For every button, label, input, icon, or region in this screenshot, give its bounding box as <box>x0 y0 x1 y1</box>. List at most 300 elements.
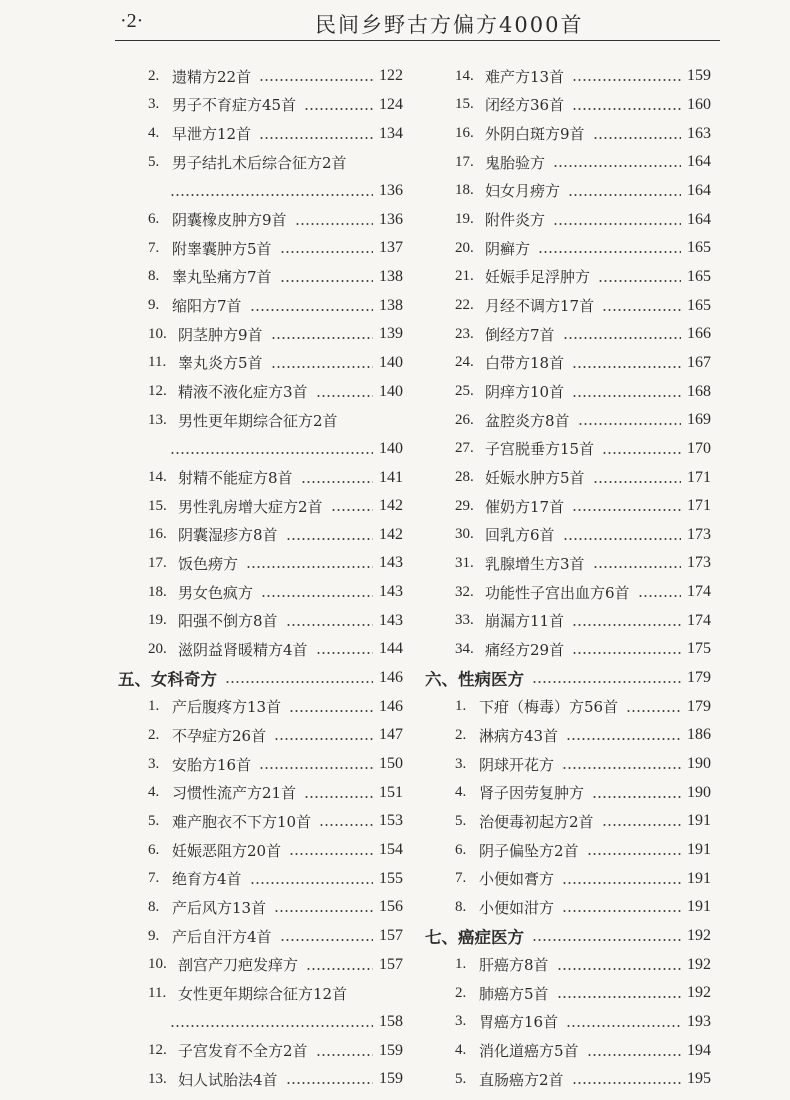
entry-title: 饭色痨方 <box>178 554 239 573</box>
dot-leader <box>602 452 681 454</box>
entry-page: 159 <box>379 1041 403 1059</box>
entry-number: 11. <box>148 984 167 1001</box>
entry-number: 22. <box>455 297 474 314</box>
entry-page: 144 <box>379 640 403 658</box>
entry-page: 173 <box>687 554 711 572</box>
toc-entry[interactable] <box>425 234 711 263</box>
toc-entry[interactable] <box>118 635 403 664</box>
toc-entry[interactable] <box>118 979 403 1008</box>
toc-entry[interactable] <box>425 205 711 234</box>
entry-number: 18. <box>148 583 167 600</box>
entry-number: 32. <box>455 583 474 600</box>
entry-number: 1. <box>455 956 467 973</box>
entry-page: 155 <box>379 869 403 887</box>
entry-page: 174 <box>687 583 711 601</box>
entry-page: 136 <box>379 210 403 228</box>
toc-entry[interactable] <box>425 836 711 865</box>
dot-leader <box>274 738 373 740</box>
dot-leader <box>572 509 681 511</box>
entry-title: 子宫发育不全方2首 <box>178 1042 308 1061</box>
toc-entry[interactable] <box>118 291 403 320</box>
dot-leader <box>304 796 373 798</box>
entry-title: 消化道癌方5首 <box>479 1042 579 1061</box>
toc-entry[interactable] <box>425 406 711 435</box>
dot-leader <box>626 710 681 712</box>
dot-leader <box>316 395 373 397</box>
entry-number: 26. <box>455 411 474 428</box>
entry-title: 阴茎肿方9首 <box>178 325 263 344</box>
entry-page: 157 <box>379 955 403 973</box>
entry-number: 29. <box>455 497 474 514</box>
toc-entry[interactable] <box>425 521 711 550</box>
entry-number: 12. <box>148 383 167 400</box>
dot-leader <box>563 337 681 339</box>
entry-title: 阳强不倒方8首 <box>178 612 278 631</box>
toc-entry[interactable] <box>118 349 403 378</box>
toc-entry[interactable] <box>118 950 403 979</box>
toc-entry[interactable] <box>425 950 711 979</box>
toc-entry[interactable] <box>425 177 711 206</box>
toc-entry[interactable] <box>425 721 711 750</box>
entry-page: 167 <box>687 353 711 371</box>
dot-leader <box>566 738 681 740</box>
toc-section-heading[interactable] <box>425 922 711 951</box>
entry-page: 141 <box>379 468 403 486</box>
toc-entry[interactable] <box>118 692 403 721</box>
entry-title: 妊娠恶阻方20首 <box>172 841 282 860</box>
entry-number: 3. <box>455 755 467 772</box>
entry-title: 男子结扎术后综合征方2首 <box>172 153 347 172</box>
toc-entry[interactable] <box>118 807 403 836</box>
entry-number: 30. <box>455 526 474 543</box>
dot-leader <box>592 796 681 798</box>
toc-entry[interactable] <box>118 234 403 263</box>
toc-column-right <box>425 62 711 1094</box>
dot-leader <box>602 824 681 826</box>
entry-number: 16. <box>455 125 474 142</box>
entry-page: 146 <box>379 697 403 715</box>
dot-leader <box>261 595 373 597</box>
entry-page: 122 <box>379 67 403 85</box>
toc-entry[interactable] <box>425 263 711 292</box>
entry-number: 12. <box>148 1042 167 1059</box>
entry-title: 妇女月痨方 <box>485 182 561 201</box>
entry-page: 138 <box>379 267 403 285</box>
entry-title: 子宫脱垂方15首 <box>485 440 595 459</box>
entry-page: 140 <box>379 382 403 400</box>
entry-number: 10. <box>148 325 167 342</box>
entry-page: 164 <box>687 181 711 199</box>
entry-title: 附件炎方 <box>485 211 546 230</box>
dot-leader <box>289 710 373 712</box>
entry-title: 绝育方4首 <box>172 870 242 889</box>
entry-title: 女性更年期综合征方12首 <box>178 984 348 1003</box>
dot-leader <box>557 968 681 970</box>
toc-entry[interactable] <box>118 750 403 779</box>
toc-entry[interactable] <box>425 463 711 492</box>
toc-section-heading[interactable] <box>118 664 403 693</box>
entry-number: 14. <box>148 469 167 486</box>
entry-title: 白带方18首 <box>485 354 565 373</box>
toc-entry[interactable] <box>425 578 711 607</box>
toc-section-heading[interactable] <box>425 664 711 693</box>
entry-title: 治便毒初起方2首 <box>479 812 594 831</box>
dot-leader <box>562 882 681 884</box>
entry-number: 33. <box>455 612 474 629</box>
entry-title: 男性乳房增大症方2首 <box>178 497 323 516</box>
toc-entry[interactable] <box>425 492 711 521</box>
entry-page: 142 <box>379 497 403 515</box>
dot-leader <box>246 566 373 568</box>
entry-title: 阴球开花方 <box>479 755 555 774</box>
dot-leader <box>572 366 681 368</box>
entry-page: 140 <box>379 439 403 457</box>
dot-leader <box>259 767 373 769</box>
toc-entry[interactable] <box>425 291 711 320</box>
entry-page: 151 <box>379 783 403 801</box>
entry-title: 肺癌方5首 <box>479 984 549 1003</box>
dot-leader <box>572 652 681 654</box>
dot-leader <box>587 1054 681 1056</box>
entry-number: 8. <box>148 268 160 285</box>
dot-leader <box>598 280 681 282</box>
entry-page: 165 <box>687 267 711 285</box>
entry-number: 10. <box>148 956 167 973</box>
entry-title: 难产胞衣不下方10首 <box>172 812 312 831</box>
entry-title: 乳腺增生方3首 <box>485 554 585 573</box>
dot-leader <box>562 767 681 769</box>
entry-page: 195 <box>687 1070 711 1088</box>
entry-page: 166 <box>687 325 711 343</box>
entry-number: 3. <box>148 96 160 113</box>
entry-page: 143 <box>379 583 403 601</box>
entry-number: 18. <box>455 182 474 199</box>
entry-number: 7. <box>455 870 467 887</box>
toc-entry[interactable] <box>118 148 403 177</box>
dot-leader <box>593 566 681 568</box>
entry-number: 9. <box>148 297 160 314</box>
dot-leader <box>553 165 681 167</box>
entry-page: 192 <box>687 927 711 945</box>
toc-entry[interactable] <box>118 549 403 578</box>
entry-number: 19. <box>148 612 167 629</box>
toc-entry[interactable] <box>118 119 403 148</box>
entry-page: 140 <box>379 353 403 371</box>
dot-leader <box>259 137 373 139</box>
toc-entry[interactable] <box>425 349 711 378</box>
entry-page: 163 <box>687 124 711 142</box>
entry-number: 15. <box>455 96 474 113</box>
entry-title: 催奶方17首 <box>485 497 565 516</box>
dot-leader <box>331 509 373 511</box>
entry-page: 174 <box>687 611 711 629</box>
dot-leader <box>572 79 681 81</box>
toc-entry[interactable] <box>425 979 711 1008</box>
entry-title: 五、女科奇方 <box>118 670 217 690</box>
entry-title: 遗精方22首 <box>172 67 252 86</box>
entry-number: 4. <box>455 1042 467 1059</box>
toc-entry[interactable] <box>425 549 711 578</box>
entry-title: 早泄方12首 <box>172 125 252 144</box>
toc-entry-continuation[interactable] <box>118 1008 403 1037</box>
toc-entry[interactable] <box>425 62 711 91</box>
toc-entry[interactable] <box>118 578 403 607</box>
entry-number: 1. <box>455 698 467 715</box>
entry-page: 192 <box>687 984 711 1002</box>
dot-leader <box>280 939 373 941</box>
entry-number: 17. <box>455 153 474 170</box>
dot-leader <box>593 137 681 139</box>
entry-page: 179 <box>687 669 711 687</box>
toc-entry[interactable] <box>118 922 403 951</box>
entry-number: 27. <box>455 440 474 457</box>
entry-page: 124 <box>379 95 403 113</box>
toc-entry[interactable] <box>425 692 711 721</box>
entry-page: 193 <box>687 1012 711 1030</box>
entry-title: 妊娠手足浮肿方 <box>485 268 591 287</box>
entry-title: 六、性病医方 <box>425 670 524 690</box>
dot-leader <box>280 280 373 282</box>
dot-leader <box>250 309 373 311</box>
entry-number: 15. <box>148 497 167 514</box>
entry-page: 190 <box>687 755 711 773</box>
entry-title: 男女色疯方 <box>178 583 254 602</box>
entry-title: 不孕症方26首 <box>172 726 267 745</box>
dot-leader <box>271 366 373 368</box>
entry-title: 男子不育症方45首 <box>172 96 297 115</box>
dot-leader <box>587 853 681 855</box>
dot-leader <box>572 624 681 626</box>
toc-entry[interactable] <box>118 492 403 521</box>
entry-page: 194 <box>687 1041 711 1059</box>
dot-leader <box>319 824 373 826</box>
entry-title: 阴囊橡皮肿方9首 <box>172 211 287 230</box>
entry-title: 鬼胎验方 <box>485 153 546 172</box>
entry-number: 19. <box>455 211 474 228</box>
dot-leader <box>286 1082 373 1084</box>
dot-leader <box>295 223 373 225</box>
toc-entry[interactable] <box>425 778 711 807</box>
entry-page: 186 <box>687 726 711 744</box>
entry-number: 20. <box>455 239 474 256</box>
toc-entry[interactable] <box>425 377 711 406</box>
dot-leader <box>572 108 681 110</box>
toc-entry[interactable] <box>118 1065 403 1094</box>
toc-entry[interactable] <box>425 1008 711 1037</box>
entry-number: 3. <box>148 755 160 772</box>
entry-page: 165 <box>687 296 711 314</box>
toc-entry[interactable] <box>118 778 403 807</box>
entry-title: 滋阴益肾暖精方4首 <box>178 640 308 659</box>
entry-page: 157 <box>379 927 403 945</box>
entry-page: 179 <box>687 697 711 715</box>
toc-entry[interactable] <box>425 435 711 464</box>
toc-entry[interactable] <box>425 119 711 148</box>
dot-leader <box>301 481 373 483</box>
toc-entry[interactable] <box>425 750 711 779</box>
entry-title: 射精不能症方8首 <box>178 469 293 488</box>
toc-entry[interactable] <box>118 864 403 893</box>
entry-number: 20. <box>148 640 167 657</box>
toc-entry[interactable] <box>118 91 403 120</box>
entry-number: 4. <box>148 784 160 801</box>
page-header <box>115 6 720 41</box>
dot-leader <box>562 910 681 912</box>
toc-entry[interactable] <box>425 807 711 836</box>
toc-entry-continuation[interactable] <box>118 435 403 464</box>
entry-title: 睾丸坠痛方7首 <box>172 268 272 287</box>
entry-title: 直肠癌方2首 <box>479 1070 564 1089</box>
entry-number: 5. <box>148 153 160 170</box>
entry-page: 154 <box>379 841 403 859</box>
toc-entry[interactable] <box>425 320 711 349</box>
entry-page: 138 <box>379 296 403 314</box>
toc-entry[interactable] <box>425 91 711 120</box>
entry-page: 164 <box>687 153 711 171</box>
entry-page: 146 <box>379 669 403 687</box>
entry-page: 190 <box>687 783 711 801</box>
dot-leader <box>638 595 681 597</box>
toc-entry[interactable] <box>425 1065 711 1094</box>
entry-number: 8. <box>148 898 160 915</box>
entry-title: 阴子偏坠方2首 <box>479 841 579 860</box>
entry-number: 16. <box>148 526 167 543</box>
dot-leader <box>259 79 373 81</box>
entry-number: 24. <box>455 354 474 371</box>
page-number: ·2· <box>120 10 144 32</box>
entry-title: 崩漏方11首 <box>485 612 565 631</box>
entry-page: 158 <box>379 1012 403 1030</box>
entry-number: 6. <box>148 841 160 858</box>
toc-entry[interactable] <box>118 1036 403 1065</box>
dot-leader <box>538 251 681 253</box>
entry-page: 191 <box>687 898 711 916</box>
entry-number: 3. <box>455 1013 467 1030</box>
entry-title: 睾丸炎方5首 <box>178 354 263 373</box>
dot-leader <box>286 538 373 540</box>
entry-number: 17. <box>148 554 167 571</box>
entry-number: 2. <box>455 726 467 743</box>
toc-entry[interactable] <box>425 148 711 177</box>
entry-number: 13. <box>148 411 167 428</box>
entry-title: 淋病方43首 <box>479 726 559 745</box>
entry-page: 171 <box>687 468 711 486</box>
entry-page: 170 <box>687 439 711 457</box>
dot-leader <box>225 681 373 683</box>
toc-entry[interactable] <box>118 521 403 550</box>
entry-title: 外阴白斑方9首 <box>485 125 585 144</box>
toc-entry-continuation[interactable] <box>118 177 403 206</box>
entry-number: 4. <box>455 784 467 801</box>
entry-number: 5. <box>148 812 160 829</box>
toc-entry[interactable] <box>425 606 711 635</box>
dot-leader <box>563 538 681 540</box>
toc-entry[interactable] <box>118 463 403 492</box>
entry-number: 25. <box>455 383 474 400</box>
entry-title: 难产方13首 <box>485 67 565 86</box>
entry-title: 妇人试胎法4首 <box>178 1070 278 1089</box>
toc-entry[interactable] <box>118 893 403 922</box>
entry-number: 4. <box>148 125 160 142</box>
toc-entry[interactable] <box>118 205 403 234</box>
entry-page: 156 <box>379 898 403 916</box>
entry-title: 倒经方7首 <box>485 325 555 344</box>
toc-entry[interactable] <box>118 377 403 406</box>
toc-entry[interactable] <box>118 320 403 349</box>
dot-leader <box>557 996 681 998</box>
toc-entry[interactable] <box>425 893 711 922</box>
dot-leader <box>602 309 681 311</box>
entry-page: 192 <box>687 955 711 973</box>
dot-leader <box>316 652 373 654</box>
entry-page: 169 <box>687 411 711 429</box>
entry-page: 153 <box>379 812 403 830</box>
entry-page: 171 <box>687 497 711 515</box>
entry-page: 136 <box>379 181 403 199</box>
entry-title: 剖宫产刀疤发痒方 <box>178 956 299 975</box>
entry-page: 137 <box>379 239 403 257</box>
toc-entry[interactable] <box>118 263 403 292</box>
dot-leader <box>170 452 373 454</box>
toc-entry[interactable] <box>118 836 403 865</box>
entry-title: 回乳方6首 <box>485 526 555 545</box>
entry-number: 21. <box>455 268 474 285</box>
entry-page: 164 <box>687 210 711 228</box>
entry-title: 阴痒方10首 <box>485 383 565 402</box>
entry-title: 男性更年期综合征方2首 <box>178 411 338 430</box>
entry-number: 8. <box>455 898 467 915</box>
entry-number: 6. <box>455 841 467 858</box>
entry-number: 5. <box>455 812 467 829</box>
dot-leader <box>306 968 373 970</box>
toc-entry[interactable] <box>118 721 403 750</box>
entry-number: 23. <box>455 325 474 342</box>
toc-entry[interactable] <box>118 62 403 91</box>
entry-page: 191 <box>687 869 711 887</box>
entry-title: 妊娠水肿方5首 <box>485 469 585 488</box>
entry-number: 1. <box>148 698 160 715</box>
book-title: 民间乡野古方偏方4000首 <box>315 13 584 37</box>
entry-title: 闭经方36首 <box>485 96 565 115</box>
entry-title: 安胎方16首 <box>172 755 252 774</box>
entry-page: 159 <box>379 1070 403 1088</box>
dot-leader <box>572 1082 681 1084</box>
entry-number: 6. <box>148 211 160 228</box>
entry-number: 31. <box>455 554 474 571</box>
dot-leader <box>289 853 373 855</box>
entry-page: 143 <box>379 554 403 572</box>
toc-entry[interactable] <box>118 406 403 435</box>
toc-entry[interactable] <box>425 1036 711 1065</box>
toc-entry[interactable] <box>425 864 711 893</box>
entry-number: 2. <box>455 984 467 1001</box>
entry-page: 160 <box>687 95 711 113</box>
dot-leader <box>568 194 681 196</box>
entry-title: 盆腔炎方8首 <box>485 411 570 430</box>
entry-title: 胃癌方16首 <box>479 1013 559 1032</box>
entry-title: 七、癌症医方 <box>425 928 524 948</box>
entry-title: 缩阳方7首 <box>172 297 242 316</box>
entry-page: 159 <box>687 67 711 85</box>
toc-entry[interactable] <box>425 635 711 664</box>
toc-entry[interactable] <box>118 606 403 635</box>
dot-leader <box>304 108 373 110</box>
dot-leader <box>566 1025 681 1027</box>
dot-leader <box>170 194 373 196</box>
dot-leader <box>250 882 373 884</box>
entry-page: 134 <box>379 124 403 142</box>
entry-number: 7. <box>148 239 160 256</box>
